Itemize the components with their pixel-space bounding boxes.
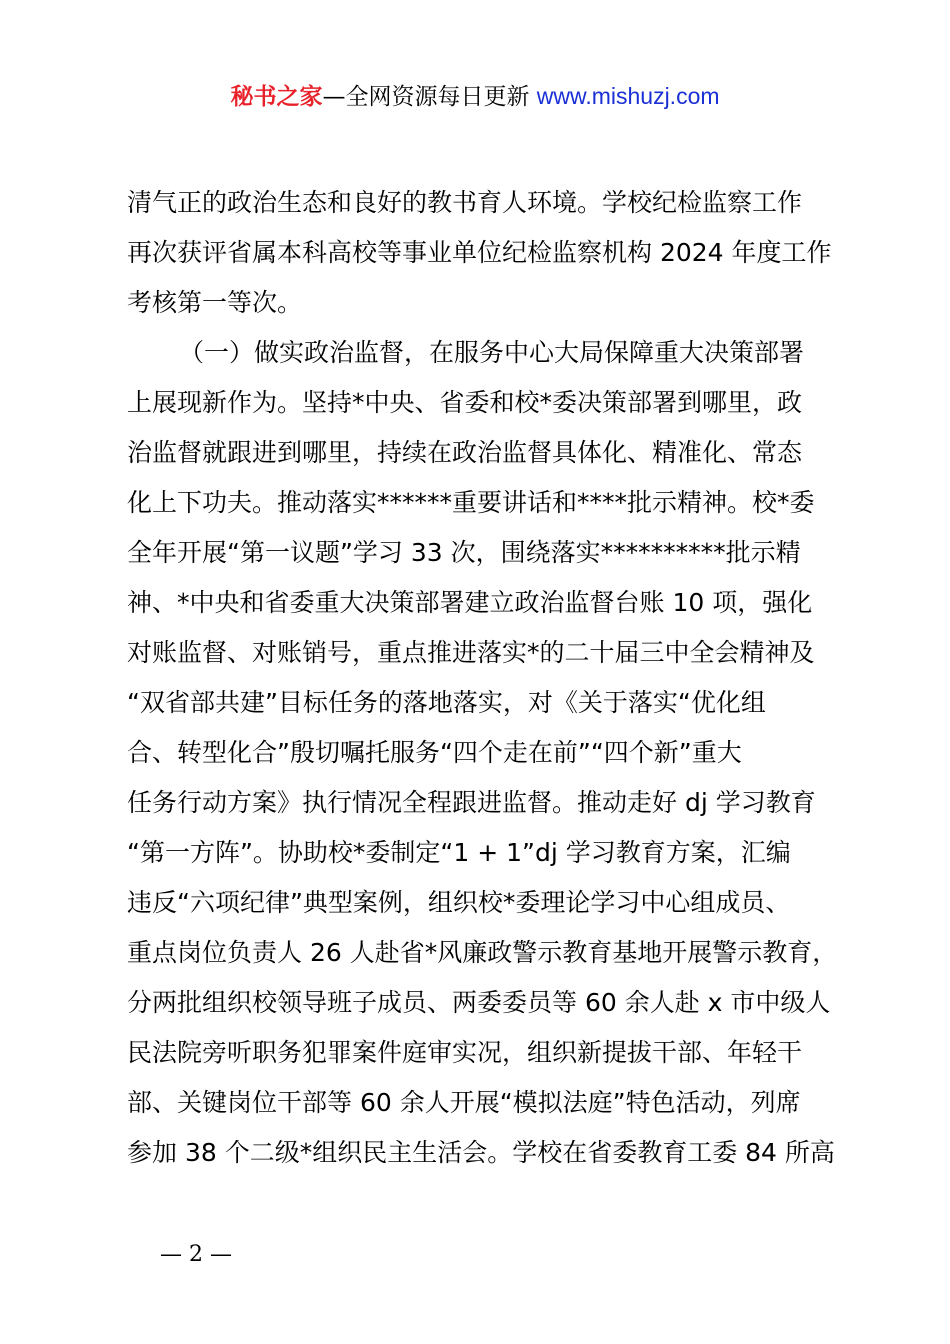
text-line: 清气正的政治生态和良好的教书育人环境。学校纪检监察工作: [127, 188, 803, 217]
site-url[interactable]: www.mishuzj.com: [536, 83, 720, 109]
text-line: 全年开展“第一议题”学习 33 次，围绕落实**********批示精: [127, 538, 801, 567]
text-line: “双省部共建”目标任务的落地落实，对《关于落实“优化组: [127, 688, 766, 717]
page-number: — 2 —: [160, 1242, 232, 1267]
text-line: 参加 38 个二级*组织民主生活会。学校在省委教育工委 84 所高: [127, 1138, 835, 1167]
text-line: 治监督就跟进到哪里，持续在政治监督具体化、精准化、常态: [127, 438, 803, 467]
text-line: 上展现新作为。坚持*中央、省委和校*委决策部署到哪里，政: [127, 388, 803, 417]
text-line: 化上下功夫。推动落实******重要讲话和****批示精神。校*委: [127, 488, 815, 517]
text-line: “第一方阵”。协助校*委制定“1 + 1”dj 学习教育方案，汇编: [127, 838, 791, 867]
text-line: 对账监督、对账销号，重点推进落实*的二十届三中全会精神及: [127, 638, 815, 667]
text-line: 违反“六项纪律”典型案例，组织校*委理论学习中心组成员、: [127, 888, 791, 917]
text-line: 重点岗位负责人 26 人赴省*风廉政警示教育基地开展警示教育，: [127, 938, 838, 967]
section-heading-line: （一）做实政治监督，在服务中心大局保障重大决策部署: [179, 338, 805, 367]
header-tagline: —全网资源每日更新: [322, 84, 530, 110]
text-line: 神、*中央和省委重大决策部署建立政治监督台账 10 项，强化: [127, 588, 813, 617]
text-line: 任务行动方案》执行情况全程跟进监督。推动走好 dj 学习教育: [127, 788, 816, 817]
site-header: [0, 80, 950, 113]
text-line: 民法院旁听职务犯罪案件庭审实况，组织新提拔干部、年轻干: [127, 1038, 803, 1067]
brand-name: 秘书之家: [230, 84, 323, 110]
text-line: 部、关键岗位干部等 60 余人开展“模拟法庭”特色活动，列席: [127, 1088, 801, 1117]
document-body: [127, 184, 867, 1184]
text-line: 分两批组织校领导班子成员、两委委员等 60 余人赴 x 市中级人: [127, 988, 831, 1017]
text-line: 考核第一等次。: [127, 288, 303, 317]
text-line: 合、转型化合”殷切嘱托服务“四个走在前”“四个新”重大: [127, 738, 742, 767]
text-line: 再次获评省属本科高校等事业单位纪检监察机构 2024 年度工作: [127, 238, 832, 267]
